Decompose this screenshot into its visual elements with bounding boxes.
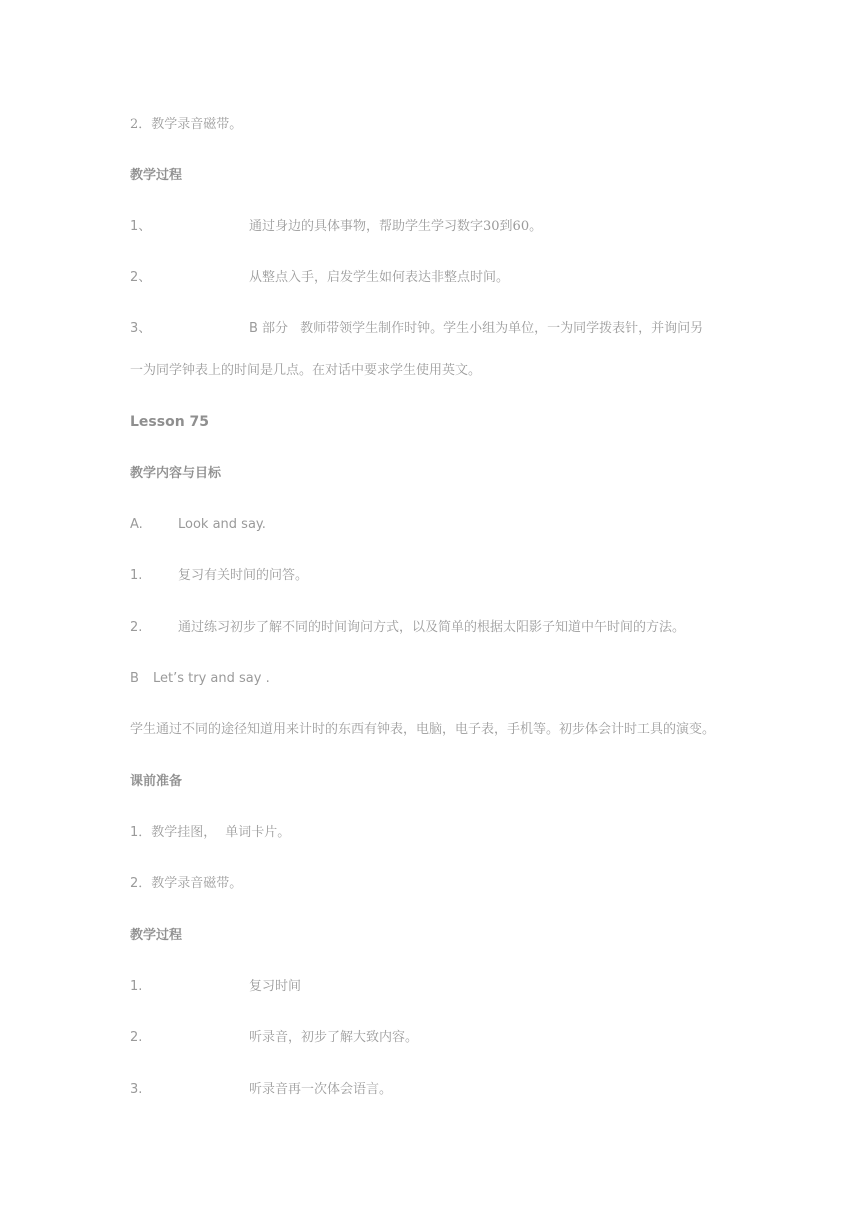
prep-item-text: 教学录音磁带。 <box>151 876 243 891</box>
section-a <box>130 516 266 534</box>
process-heading: 教学过程 <box>130 928 183 943</box>
process-item-number: 3、 <box>130 321 152 336</box>
process-heading: 教学过程 <box>130 168 183 183</box>
process-item <box>130 218 542 236</box>
section-b-label: B <box>130 671 139 686</box>
process-item-text: 听录音再一次体会语言。 <box>249 1082 393 1097</box>
list-item-number: 2. <box>130 620 143 635</box>
process-item-continuation: 一为同学钟表上的时间是几点。在对话中要求学生使用英文。 <box>130 363 482 378</box>
process-item <box>130 1081 392 1099</box>
process-item-number: 3. <box>130 1082 143 1097</box>
process-item-text: 从整点入手，启发学生如何表达非整点时间。 <box>249 270 510 285</box>
process-item-number: 1. <box>130 979 143 994</box>
list-item <box>130 567 308 585</box>
process-item-number: 1、 <box>130 219 152 234</box>
prep-item-2: 2．教学录音磁带。 <box>130 117 243 132</box>
list-item <box>130 619 685 637</box>
process-item <box>130 269 509 287</box>
section-b-description: 学生通过不同的途径知道用来计时的东西有钟表，电脑，电子表，手机等。初步体会计时工具的演变。 <box>130 722 716 737</box>
prep-item-number: 1． <box>130 825 152 840</box>
process-item-text: 听录音，初步了解大致内容。 <box>249 1030 419 1045</box>
list-item-number: 1. <box>130 568 143 583</box>
prep-item-number: 2． <box>130 876 152 891</box>
content-heading: 教学内容与目标 <box>130 466 222 481</box>
section-b <box>130 670 270 688</box>
prep-item <box>130 824 290 842</box>
section-a-text: Look and say. <box>178 517 266 532</box>
list-item-text: 通过练习初步了解不同的时间询问方式，以及简单的根据太阳影子知道中午时间的方法。 <box>178 620 686 635</box>
prep-item <box>130 875 242 893</box>
process-item-number: 2、 <box>130 270 152 285</box>
prep-heading: 课前准备 <box>130 774 183 789</box>
process-item <box>130 1029 418 1047</box>
section-b-text: Let’s try and say . <box>153 671 270 686</box>
prep-item-text: 教学挂图， <box>151 825 217 840</box>
prep-item-text-2: 单词卡片。 <box>225 825 291 840</box>
process-item-number: 2. <box>130 1030 143 1045</box>
lesson-title: Lesson 75 <box>130 414 210 430</box>
list-item-text: 复习有关时间的问答。 <box>178 568 309 583</box>
process-item-text: 教师带领学生制作时钟。学生小组为单位，一为同学拨表针，并询问另 <box>300 321 704 336</box>
section-a-label: A. <box>130 517 143 532</box>
process-item-text: 通过身边的具体事物，帮助学生学习数字30到60。 <box>249 219 543 234</box>
process-item <box>130 978 301 996</box>
process-item-text: 复习时间 <box>249 979 302 994</box>
process-item-label: B 部分 <box>249 321 289 336</box>
process-item <box>130 320 703 338</box>
